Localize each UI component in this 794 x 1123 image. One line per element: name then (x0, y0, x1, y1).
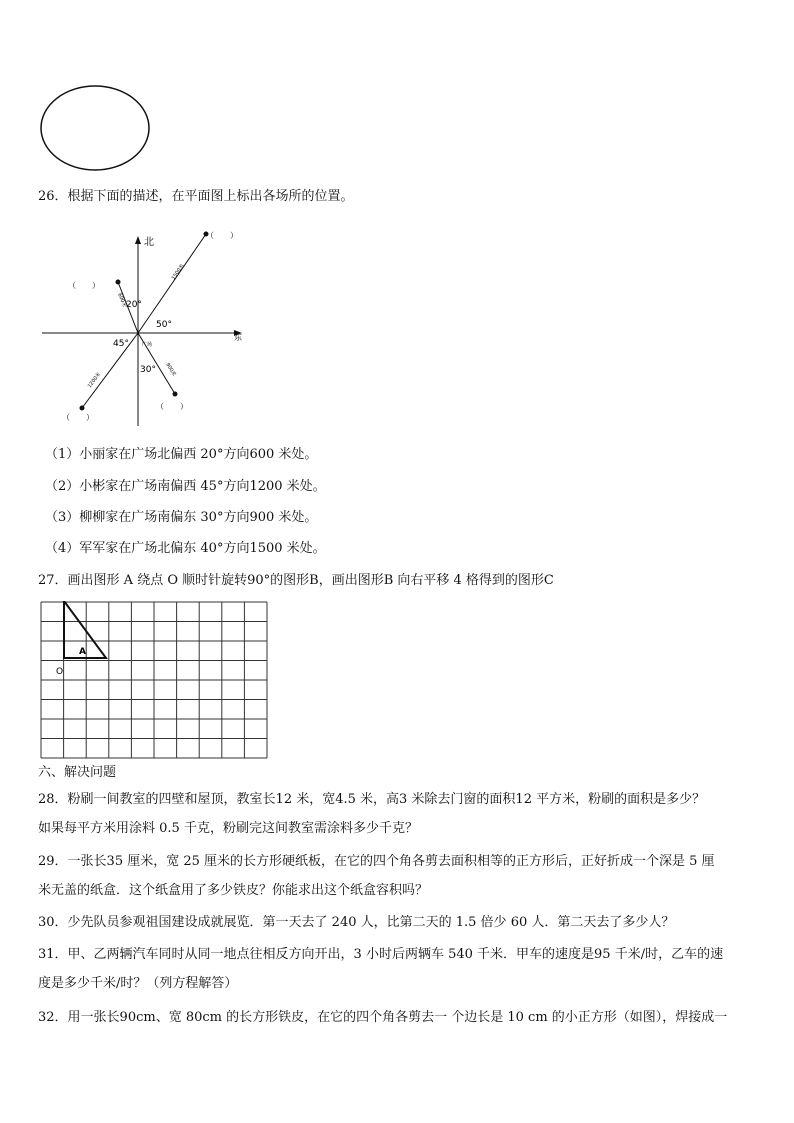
q26-item-2: （2）小彬家在广场南偏西 45°方向1200 米处。 (45, 479, 326, 494)
angle-45: 45° (113, 339, 129, 349)
q26-item-4: （4）军军家在广场北偏东 40°方向1500 米处。 (45, 541, 326, 556)
east-label: 东 (234, 333, 242, 342)
blank-sw: （ ） (62, 413, 94, 422)
dist-600: 600米 (116, 292, 128, 309)
point-xiaoli (116, 280, 121, 285)
q26-title: 26．根据下面的描述，在平面图上标出各场所的位置。 (38, 189, 354, 204)
dist-1200: 1200米 (86, 371, 103, 390)
angle-50: 50° (156, 320, 172, 330)
blank-ne: （ ） (206, 231, 238, 240)
q29-line-1: 29．一张长35 厘米，宽 25 厘米的长方形硬纸板，在它的四个角各剪去面积相等的正方形后，正好折成一个深是 5 厘 (38, 854, 715, 869)
oval-figure (36, 80, 156, 172)
dist-1500: 1500米 (170, 263, 186, 282)
point-xiaobin (80, 406, 85, 411)
angle-30: 30° (140, 365, 156, 375)
q26-item-1: （1）小丽家在广场北偏西 20°方向600 米处。 (45, 447, 318, 462)
q26-item-3: （3）柳柳家在广场南偏东 30°方向900 米处。 (45, 510, 318, 525)
q31-line-1: 31．甲、乙两辆汽车同时从同一地点往相反方向开出，3 小时后两辆车 540 千米．甲车的速度是95 千米/时，乙车的速 (38, 947, 724, 962)
q28-line-1: 28．粉刷一间教室的四壁和屋顶，教室长12 米，宽4.5 米，高3 米除去门窗的面积12 平方米，粉刷的面积是多少？ (38, 792, 706, 807)
dist-900: 900米 (164, 361, 177, 378)
q30-line-1: 30．少先队员参观祖国建设成就展览．第一天去了 240 人，比第二天的 1.5 倍少 60 人．第二天去了多少人？ (38, 915, 675, 930)
q29-line-2: 米无盖的纸盒．这个纸盒用了多少铁皮？你能求出这个纸盒容积吗？ (38, 883, 429, 898)
rotation-grid (40, 601, 268, 759)
blank-se: （ ） (156, 402, 188, 411)
direction-map (38, 222, 258, 428)
angle-20: 20° (126, 300, 142, 310)
label-o: O (56, 667, 64, 677)
north-label: 北 (144, 237, 154, 248)
q32-line-1: 32．用一张长90cm、宽 80cm 的长方形铁皮，在它的四个角各剪去一 个边长是 10 cm 的小正方形（如图），焊接成一 (38, 1010, 728, 1025)
section-6-title: 六、解决问题 (38, 765, 117, 780)
center-label: 广场 (142, 342, 153, 348)
blank-nw: （ ） (68, 281, 100, 290)
q31-line-2: 度是多少千米/时？（列方程解答） (38, 976, 238, 991)
point-liuliu (173, 392, 178, 397)
q27-title: 27．画出图形 A 绕点 O 顺时针旋转90°的图形B，画出图形B 向右平移 4 格得到的图形C (38, 573, 554, 588)
label-a: A (79, 647, 86, 657)
q28-line-2: 如果每平方米用涂料 0.5 千克，粉刷完这间教室需涂料多少千克？ (38, 821, 418, 836)
